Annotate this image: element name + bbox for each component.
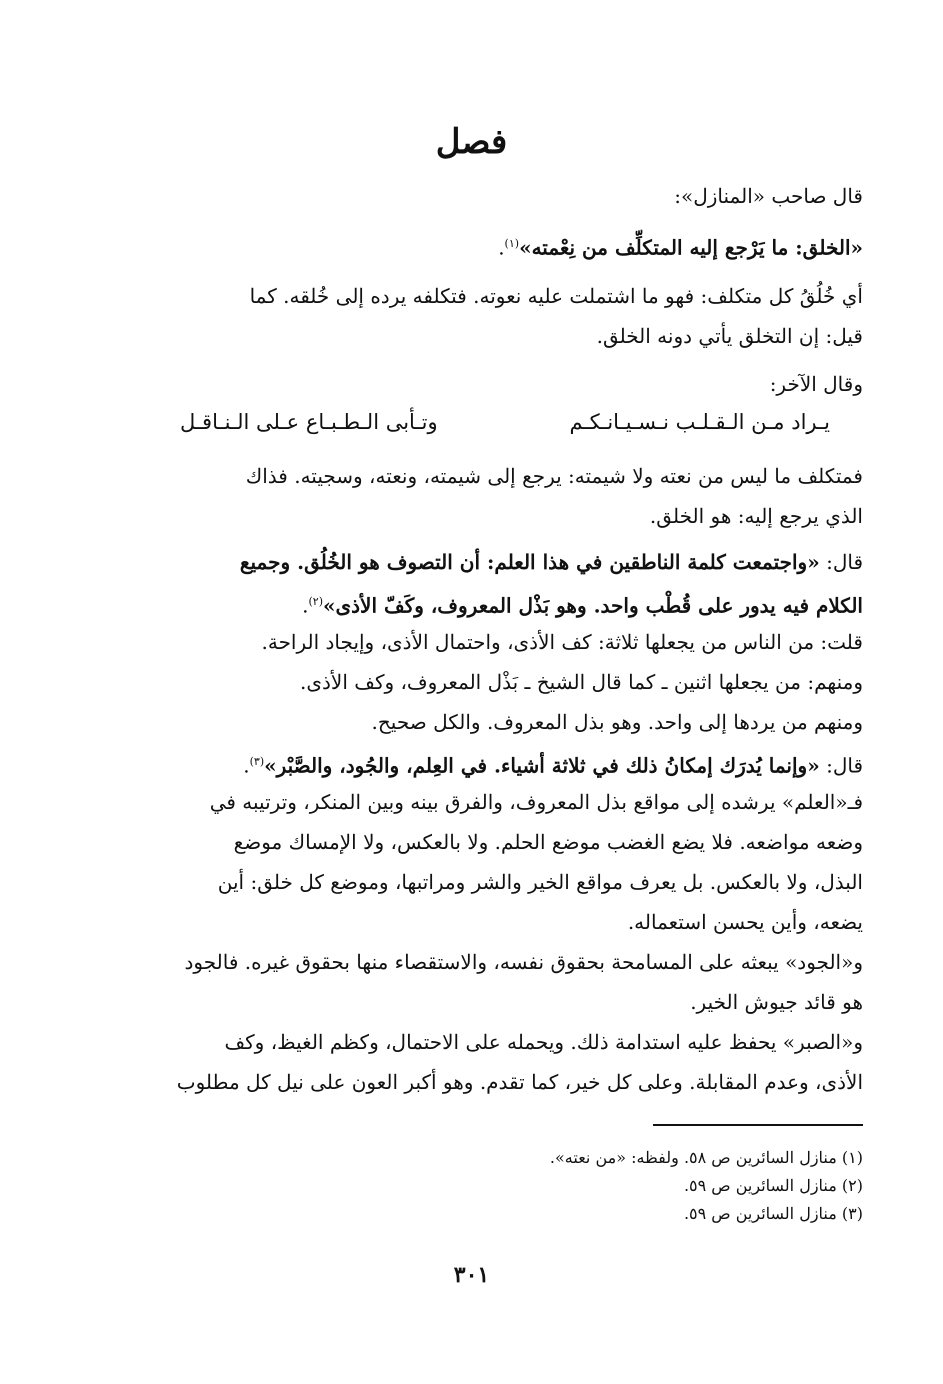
paragraph-poet-intro: وقال الآخر: (769, 372, 863, 396)
text-line: قلت: من الناس من يجعلها ثلاثة: كف الأذى، واحتمال الأذى، وإيجاد الراحة. (261, 630, 863, 654)
paragraph-three-things (78, 742, 863, 786)
text-line: الأذى، وعدم المقابلة. وعلى كل خير، كما تقدم. وهو أكبر العون على نيل كل مطلوب (176, 1070, 863, 1094)
text-line: أي خُلُقُ كل متكلف: فهو ما اشتملت عليه نعوته. فتكلفه يرده إلى خُلقه. كما (249, 284, 863, 308)
verse-second-hemistich: وتـأبى الـطـبـاع عـلى الـنـاقـل (180, 410, 438, 434)
text-line: فمتكلف ما ليس من نعته ولا شيمته: يرجع إلى شيمته، ونعته، وسجيته. فذاك (245, 464, 863, 488)
text-line: يضعه، وأين يحسن استعماله. (627, 910, 863, 934)
poetry-verse (180, 410, 830, 434)
text-line (78, 542, 863, 582)
verse-first-hemistich: يـراد مـن الـقـلـب نـسـيـانـكـم (569, 410, 830, 434)
paragraph-patience (78, 1022, 863, 1102)
section-title: فصل (435, 122, 508, 162)
punctuation: . (498, 235, 505, 260)
punctuation: . (243, 753, 250, 778)
text-line: الذي يرجع إليه: هو الخلق. (649, 504, 863, 528)
text-line: ومنهم من يردها إلى واحد. وهو بذل المعروف. والكل صحيح. (371, 710, 863, 734)
footnote-divider (653, 1124, 863, 1126)
footnote-2: (٢) منازل السائرين ص ٥٩. (683, 1176, 863, 1195)
footnote-ref-1: (١) (504, 237, 520, 250)
footnote-ref-2: (٢) (308, 595, 323, 608)
paragraph-explanation (78, 276, 863, 356)
paragraph-knowledge (78, 782, 863, 942)
paragraph-affectation (78, 456, 863, 536)
speaker-label: قال: (819, 550, 863, 574)
text-line: هو قائد جيوش الخير. (690, 990, 863, 1014)
quote-text: «واجتمعت كلمة الناطقين في هذا العلم: أن التصوف هو الخُلُق. وجميع (239, 550, 820, 574)
text-line: فـ«العلم» يرشده إلى مواقع بذل المعروف، والفرق بينه وبين المنكر، وترتيبه في (209, 790, 863, 814)
quote-text: «وإنما يُدرَك إمكانُ ذلك في ثلاثة أشياء. في العِلم، والجُود، والصَّبْر» (264, 753, 820, 778)
text-line: وضعه مواضعه. فلا يضع الغضب موضع الحلم. ولا بالعكس، ولا الإمساك موضع (233, 830, 863, 854)
text-line: و«الصبر» يحفظ عليه استدامة ذلك. ويحمله على الاحتمال، وكظم الغيظ، وكف (224, 1030, 863, 1054)
paragraph-generosity (78, 942, 863, 1022)
page-number: ٣٠١ (453, 1262, 490, 1288)
text-line: ومنهم: من يجعلها اثنين ـ كما قال الشيخ ـ بَذْل المعروف، وكف الأذى. (300, 670, 863, 694)
punctuation: . (302, 593, 309, 618)
footnote-3: (٣) منازل السائرين ص ٥٩. (683, 1204, 863, 1223)
text-line: و«الجود» يبعثه على المسامحة بحقوق نفسه، والاستقصاء منها بحقوق غيره. فالجود (184, 950, 863, 974)
paragraph-intro: قال صاحب «المنازل»: (674, 184, 863, 208)
paragraph-commentary (78, 622, 863, 742)
paragraph-definition (78, 224, 863, 268)
quote-definition: «الخلق: ما يَرْجع إليه المتكلِّف من نِعْمته» (519, 235, 863, 260)
quote-text: الكلام فيه يدور على قُطْب واحد. وهو بَذْل المعروف، وكَفّ الأذى» (323, 593, 863, 618)
footnote-ref-3: (٣) (249, 755, 265, 768)
speaker-label: قال: (819, 753, 863, 778)
text-line (78, 582, 863, 626)
text-line: قيل: إن التخلق يأتي دونه الخلق. (596, 324, 863, 348)
paragraph-sufism (78, 542, 863, 626)
footnote-1: (١) منازل السائرين ص ٥٨. ولفظه: «من نعته». (549, 1148, 863, 1167)
text-line: البذل، ولا بالعكس. بل يعرف مواقع الخير والشر ومراتبها، وموضع كل خلق: أين (217, 870, 863, 894)
